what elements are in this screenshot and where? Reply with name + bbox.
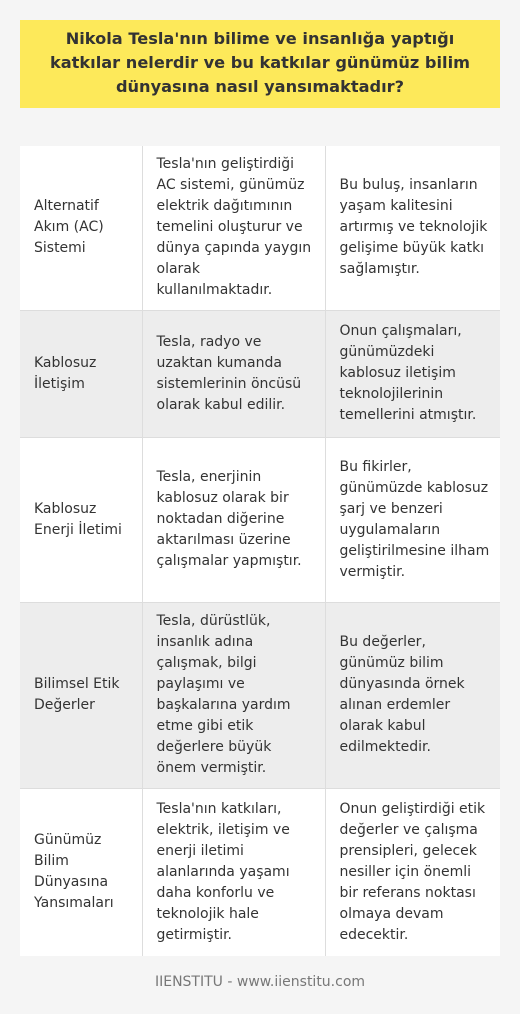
topic-text: Günümüz Bilim Dünyasına Yansımaları [34, 832, 114, 912]
topic-text: Bilimsel Etik Değerler [34, 676, 120, 713]
description-text: Tesla, enerjinin kablosuz olarak bir noktadan diğerine aktarılması üzerine çalışmalar yapmıştır. [156, 469, 302, 569]
description-text: Tesla, radyo ve uzaktan kumanda sistemlerinin öncüsü olarak kabul edilir. [156, 333, 302, 413]
topic-cell [20, 788, 142, 956]
topic-cell [20, 437, 142, 602]
description-cell [142, 602, 325, 788]
description-text: Tesla, dürüstlük, insanlık adına çalışmak, bilgi paylaşımı ve başkalarına yardım etme gibi etik değerlere büyük önem vermiştir. [156, 613, 291, 776]
table-row [20, 146, 500, 310]
impact-text: Bu buluş, insanların yaşam kalitesini artırmış ve teknolojik gelişime büyük katkı sağlamıştır. [339, 177, 488, 278]
topic-cell [20, 146, 142, 310]
topic-text: Alternatif Akım (AC) Sistemi [34, 198, 104, 257]
topic-text: Kablosuz İletişim [34, 354, 97, 392]
description-cell [142, 146, 325, 310]
impact-text: Onun çalışmaları, günümüzdeki kablosuz iletişim teknolojilerinin temellerini atmıştır. [339, 323, 477, 423]
impact-cell [325, 310, 500, 437]
description-cell [142, 437, 325, 602]
footer-text: IIENSTITU - www.iienstitu.com [154, 974, 366, 990]
contributions-table [20, 146, 500, 956]
description-text: Tesla'nın geliştirdiği AC sistemi, günümüz elektrik dağıtımının temelini oluşturur ve dünya çapında yaygın olarak kullanılmaktadır. [156, 156, 312, 299]
footer-credit [0, 972, 520, 992]
impact-cell [325, 602, 500, 788]
table-row [20, 602, 500, 788]
topic-cell [20, 602, 142, 788]
description-cell [142, 310, 325, 437]
impact-cell [325, 146, 500, 310]
table-row [20, 310, 500, 437]
impact-cell [325, 788, 500, 956]
impact-text: Bu fikirler, günümüzde kablosuz şarj ve benzeri uygulamaların geliştirilmesine ilham vermiştir. [339, 458, 490, 580]
page-title-text: Nikola Tesla'nın bilime ve insanlığa yaptığı katkılar nelerdir ve bu katkılar günümüz bilim dünyasına nasıl yansımaktadır? [49, 29, 471, 96]
impact-text: Onun geliştirdiği etik değerler ve çalışma prensipleri, gelecek nesiller için önemli bir referans noktası olmaya devam edecektir. [339, 800, 486, 943]
table-row [20, 788, 500, 956]
topic-cell [20, 310, 142, 437]
description-text: Tesla'nın katkıları, elektrik, iletişim ve enerji iletimi alanlarında yaşamı daha konforlu ve teknolojik hale getirmiştir. [156, 800, 290, 943]
impact-cell [325, 437, 500, 602]
impact-text: Bu değerler, günümüz bilim dünyasında örnek alınan erdemler olarak kabul edilmektedir. [339, 634, 465, 755]
topic-text: Kablosuz Enerji İletimi [34, 500, 122, 538]
description-cell [142, 788, 325, 956]
table-row [20, 437, 500, 602]
page-title [20, 20, 500, 108]
